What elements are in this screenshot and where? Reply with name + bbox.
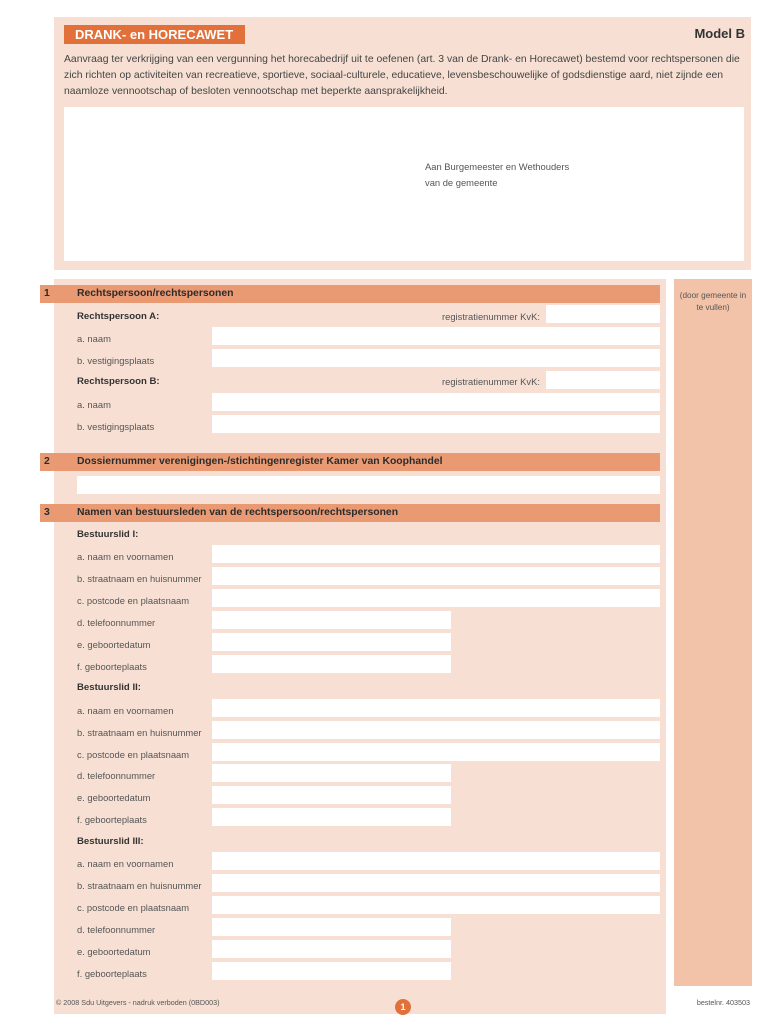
member-1-birthdate-field[interactable]: [212, 633, 451, 651]
member-1-birthplace-field[interactable]: [212, 655, 451, 673]
member-3-birthdate-field[interactable]: [212, 940, 451, 958]
order-number: bestelnr. 403503: [696, 998, 750, 1007]
member-3-name-label: a. naam en voornamen: [77, 858, 174, 869]
member-2-name-label: a. naam en voornamen: [77, 705, 174, 716]
section-1-title: Rechtspersoon/rechtspersonen: [77, 288, 234, 299]
model-label: Model B: [694, 26, 745, 41]
entity-b-vestigingsplaats-field[interactable]: [212, 415, 660, 433]
member-1-name-field[interactable]: [212, 545, 660, 563]
member-3-phone-field[interactable]: [212, 918, 451, 936]
entity-b-naam-label: a. naam: [77, 399, 111, 410]
member-3-postcode-field[interactable]: [212, 896, 660, 914]
member-3-street-label: b. straatnaam en huisnummer: [77, 880, 202, 891]
entity-a-vestigingsplaats-field[interactable]: [212, 349, 660, 367]
municipality-note: (door gemeente in te vullen): [679, 291, 747, 312]
member-1-birthplace-label: f. geboorteplaats: [77, 661, 147, 672]
entity-b-naam-field[interactable]: [212, 393, 660, 411]
entity-b-label: Rechtspersoon B:: [77, 376, 160, 387]
member-1-birthdate-label: e. geboortedatum: [77, 639, 151, 650]
entity-b-vestigingsplaats-label: b. vestigingsplaats: [77, 421, 155, 432]
member-1-postcode-field[interactable]: [212, 589, 660, 607]
member-3-birthplace-field[interactable]: [212, 962, 451, 980]
member-3-birthplace-label: f. geboorteplaats: [77, 968, 147, 979]
member-2-name-field[interactable]: [212, 699, 660, 717]
member-3-postcode-label: c. postcode en plaatsnaam: [77, 902, 190, 913]
entity-a-vestigingsplaats-label: b. vestigingsplaats: [77, 355, 155, 366]
member-2-birthdate-label: e. geboortedatum: [77, 792, 151, 803]
member-2-label: Bestuurslid II:: [77, 682, 141, 693]
member-2-birthplace-label: f. geboorteplaats: [77, 814, 147, 825]
member-2-phone-label: d. telefoonnummer: [77, 770, 156, 781]
page-number-badge: 1: [395, 999, 411, 1015]
copyright-notice: © 2008 Sdu Uitgevers - nadruk verboden (0BD003): [56, 998, 220, 1007]
entity-a-naam-label: a. naam: [77, 333, 111, 344]
member-3-name-field[interactable]: [212, 852, 660, 870]
member-1-postcode-label: c. postcode en plaatsnaam: [77, 595, 190, 606]
member-1-label: Bestuurslid I:: [77, 529, 139, 540]
dossier-number-field[interactable]: [77, 476, 660, 494]
kvk-field-b[interactable]: [546, 371, 660, 389]
section-2-title: Dossiernummer verenigingen-/stichtingenregister Kamer van Koophandel: [77, 456, 443, 467]
member-2-postcode-label: c. postcode en plaatsnaam: [77, 749, 190, 760]
address-line-2: van de gemeente: [425, 177, 498, 188]
member-1-phone-label: d. telefoonnummer: [77, 617, 156, 628]
member-1-name-label: a. naam en voornamen: [77, 551, 174, 562]
member-3-phone-label: d. telefoonnummer: [77, 924, 156, 935]
member-2-postcode-field[interactable]: [212, 743, 660, 761]
section-3-number: 3: [44, 507, 50, 518]
member-3-birthdate-label: e. geboortedatum: [77, 946, 151, 957]
member-2-birthplace-field[interactable]: [212, 808, 451, 826]
entity-a-label: Rechtspersoon A:: [77, 311, 160, 322]
address-line-1: Aan Burgemeester en Wethouders: [425, 161, 570, 172]
form-title: DRANK- en HORECAWET: [64, 25, 245, 44]
kvk-label-b: registratienummer KvK:: [442, 376, 540, 387]
member-3-street-field[interactable]: [212, 874, 660, 892]
member-1-street-field[interactable]: [212, 567, 660, 585]
section-3-title: Namen van bestuursleden van de rechtspersoon/rechtspersonen: [77, 507, 399, 518]
address-box[interactable]: [64, 107, 744, 261]
member-2-street-label: b. straatnaam en huisnummer: [77, 727, 202, 738]
section-1-number: 1: [44, 288, 50, 299]
entity-a-naam-field[interactable]: [212, 327, 660, 345]
member-2-phone-field[interactable]: [212, 764, 451, 782]
member-2-street-field[interactable]: [212, 721, 660, 739]
section-2-number: 2: [44, 456, 50, 467]
kvk-field-a[interactable]: [546, 305, 660, 323]
municipality-column: [674, 279, 752, 986]
member-3-label: Bestuurslid III:: [77, 836, 144, 847]
member-1-phone-field[interactable]: [212, 611, 451, 629]
kvk-label-a: registratienummer KvK:: [442, 311, 540, 322]
member-2-birthdate-field[interactable]: [212, 786, 451, 804]
intro-text: Aanvraag ter verkrijging van een vergunning het horecabedrijf uit te oefenen (art. 3 van de Drank- en Horecawet) bestemd voor rechtspersonen die zich richten op activiteiten van recreatieve, sportieve, sociaal-culturele, educatieve, levensbeschouwelijke of godsdienstige aard, niet zijnde een naamloze vennootschap of besloten vennootschap met beperkte aansprakelijkheid.: [64, 54, 740, 97]
member-1-street-label: b. straatnaam en huisnummer: [77, 573, 202, 584]
